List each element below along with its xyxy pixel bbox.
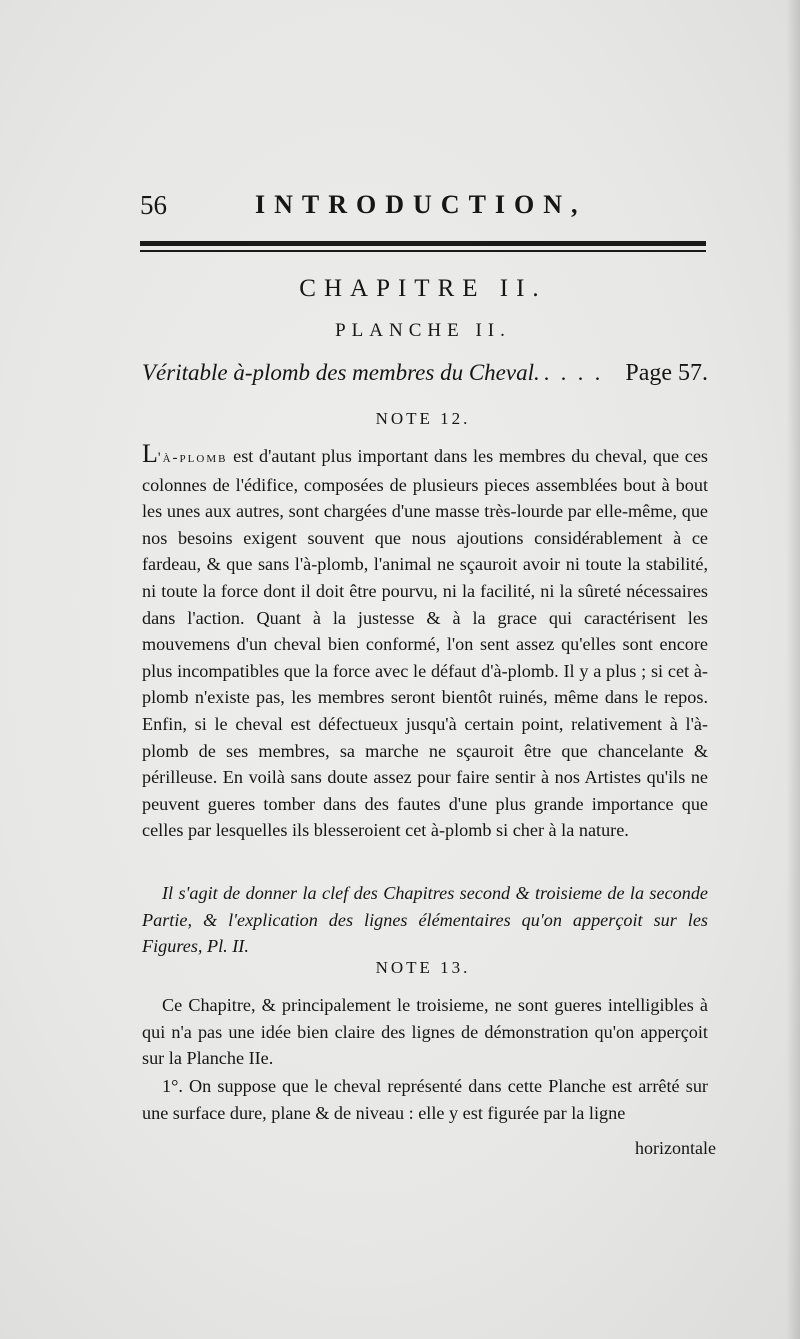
leader-dots: . . . . <box>543 360 604 385</box>
page-header <box>140 186 705 226</box>
note-12-heading: NOTE 12. <box>375 409 471 428</box>
note-13-heading: NOTE 13. <box>375 958 471 977</box>
page-number: 56 <box>140 190 167 220</box>
plate-entry <box>142 360 708 386</box>
page-edge-shadow <box>786 0 800 1339</box>
note-12-body <box>142 441 708 844</box>
drop-initial: L <box>142 439 158 468</box>
note-13-paragraph-1: Ce Chapitre, & principalement le troisieme, ne sont gueres intelligibles à qui n'a pas une idée bien claire des lignes de démonstration qu'on apperçoit sur la Planche IIe. <box>142 995 708 1069</box>
page-reference: Page 57. <box>625 360 708 386</box>
plate-title: PLANCHE II. <box>335 320 511 341</box>
header-rule-thick <box>140 241 706 246</box>
plate-description: Véritable à-plomb des membres du Cheval. <box>142 360 540 385</box>
running-head: INTRODUCTION, <box>255 190 587 219</box>
chapter-title: CHAPITRE II. <box>299 275 547 302</box>
catchword: horizontale <box>635 1138 716 1158</box>
note-12-text: est d'autant plus important dans les membres du cheval, que ces colonnes de l'édifice, composées de plusieurs pieces assemblées bout à bout les unes aux autres, sont chargées d'une masse très-lourde par elle-même, que nos besoins exigent souvent que nous ajoutions considérablement à ce fardeau, & que sans l'à-plomb, l'animal ne sçauroit avoir ni toute la stabilité, ni toute la force dont il doit être pourvu, ni la facilité, ni la sûreté nécessaires dans l'action. Quant à la justesse & à la grace qui caractérisent les mouvemens d'un cheval bien conformé, l'on sent assez qu'elles sont encore plus incompatibles que la force avec le défaut d'à-plomb. Il y a plus ; si cet à-plomb n'existe pas, les membres seront bientôt ruinés, même dans le repos. Enfin, si le cheval est défectueux jusqu'à certain point, relativement à l'à-plomb de ses membres, sa marche ne sçauroit être que chancelante & périlleuse. En voilà sans doute assez pour faire sentir à nos Artistes qu'ils ne peuvent gueres tomber dans des fautes d'une plus grande importance que celles par lesquelles ils blesseroient cet à-plomb si cher à la nature. <box>142 446 708 841</box>
note-13-paragraph-2: 1°. On suppose que le cheval représenté dans cette Planche est arrêté sur une surface dure, plane & de niveau : elle y est figurée par la ligne <box>142 1076 708 1123</box>
lead-smallcaps: 'à-plomb <box>157 450 228 466</box>
note-12-italic-paragraph: Il s'agit de donner la clef des Chapitres second & troisieme de la seconde Partie, & l'explication des lignes élémentaires qu'on apperçoit sur les Figures, Pl. II. <box>142 883 708 957</box>
header-rule-thin <box>140 250 706 252</box>
